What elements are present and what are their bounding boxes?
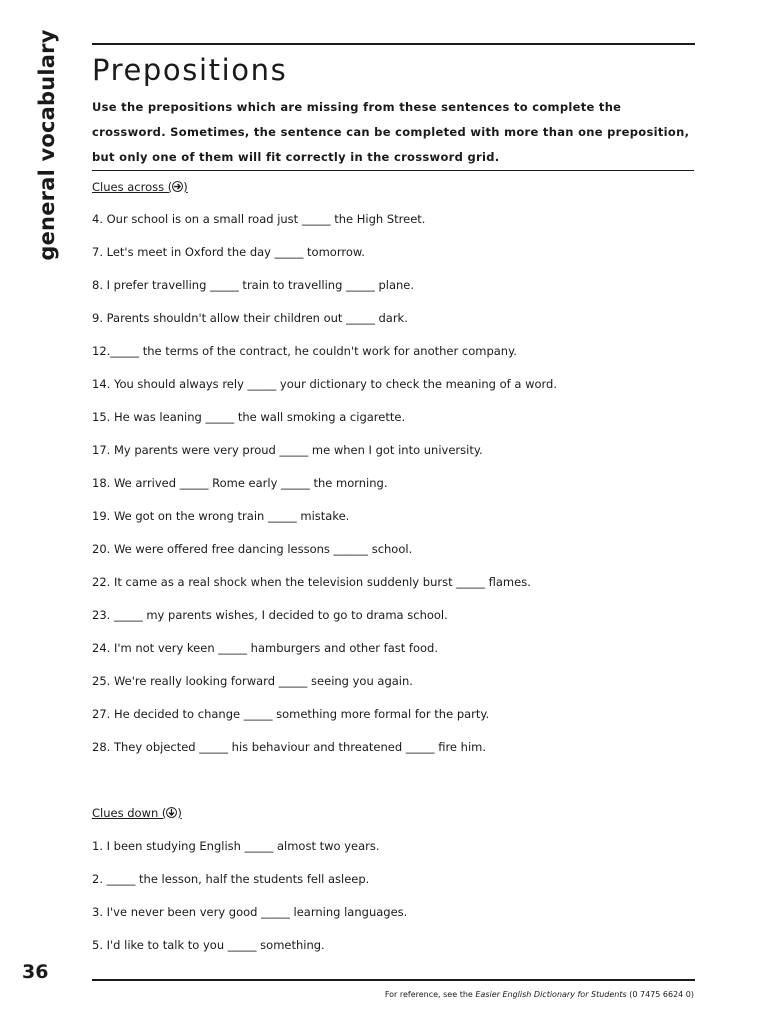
arrow-right-icon bbox=[172, 181, 183, 192]
clues-down-heading-text: Clues down ( bbox=[92, 806, 167, 820]
page-title: Prepositions bbox=[92, 53, 288, 87]
clue-item: 12._____ the terms of the contract, he couldn't work for another company. bbox=[92, 344, 517, 358]
clue-item: 27. He decided to change _____ something more formal for the party. bbox=[92, 707, 490, 721]
clue-item: 17. My parents were very proud _____ me when I got into university. bbox=[92, 443, 483, 457]
clue-item: 3. I've never been very good _____ learning languages. bbox=[92, 905, 408, 919]
clue-item: 2. _____ the lesson, half the students fell asleep. bbox=[92, 872, 370, 886]
clue-item: 19. We got on the wrong train _____ mistake. bbox=[92, 509, 350, 523]
footer-book-title: Easier English Dictionary for Students bbox=[475, 990, 627, 999]
clue-item: 7. Let's meet in Oxford the day _____ tomorrow. bbox=[92, 245, 365, 259]
clues-across-heading-text: Clues across ( bbox=[92, 180, 173, 194]
arrow-down-icon bbox=[166, 807, 177, 818]
clue-item: 4. Our school is on a small road just _____ the High Street. bbox=[92, 212, 426, 226]
clue-item: 9. Parents shouldn't allow their children out _____ dark. bbox=[92, 311, 408, 325]
clue-item: 5. I'd like to talk to you _____ something. bbox=[92, 938, 325, 952]
footer-reference bbox=[385, 990, 694, 999]
clues-down-heading bbox=[92, 806, 182, 820]
clue-item: 14. You should always rely _____ your dictionary to check the meaning of a word. bbox=[92, 377, 558, 391]
clue-item: 28. They objected _____ his behaviour and threatened _____ fire him. bbox=[92, 740, 487, 754]
instructions: Use the prepositions which are missing from these sentences to complete the crossword. Sometimes, the sentence can be completed with more than one preposition, but only one of them will fit correctly in the crossword grid. bbox=[92, 100, 690, 164]
clue-item: 1. I been studying English _____ almost two years. bbox=[92, 839, 380, 853]
footer-suffix: (0 7475 6624 0) bbox=[626, 990, 694, 999]
clue-item: 8. I prefer travelling _____ train to travelling _____ plane. bbox=[92, 278, 415, 292]
clue-item: 15. He was leaning _____ the wall smoking a cigarette. bbox=[92, 410, 406, 424]
clues-across-heading bbox=[92, 180, 188, 194]
clue-item: 24. I'm not very keen _____ hamburgers and other fast food. bbox=[92, 641, 438, 655]
top-rule bbox=[92, 43, 695, 45]
clue-item: 22. It came as a real shock when the television suddenly burst _____ flames. bbox=[92, 575, 531, 589]
divider-rule bbox=[92, 170, 694, 171]
page-number: 36 bbox=[22, 961, 49, 983]
bottom-rule bbox=[92, 979, 695, 981]
clue-item: 25. We're really looking forward _____ seeing you again. bbox=[92, 674, 413, 688]
side-label: general vocabulary bbox=[35, 29, 59, 261]
clues-down-heading-close: ) bbox=[177, 806, 182, 820]
clue-item: 23. _____ my parents wishes, I decided to go to drama school. bbox=[92, 608, 448, 622]
clues-across-heading-close: ) bbox=[183, 180, 188, 194]
clue-item: 20. We were offered free dancing lessons ______ school. bbox=[92, 542, 413, 556]
clue-item: 18. We arrived _____ Rome early _____ the morning. bbox=[92, 476, 388, 490]
footer-prefix: For reference, see the bbox=[384, 990, 476, 999]
